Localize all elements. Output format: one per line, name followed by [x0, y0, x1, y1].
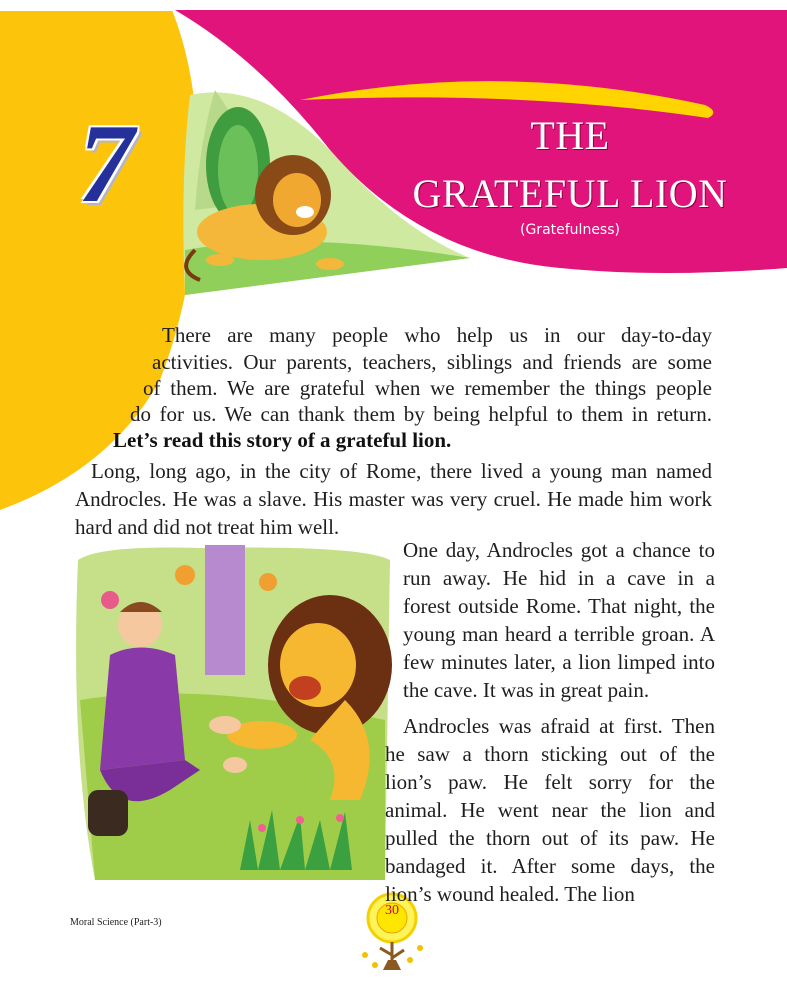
intro-line-4: do for us. We can thank them by being helpful to them in return.	[130, 402, 712, 426]
story-paragraph-2: One day, Androcles got a chance to run away. He hid in a cave in a forest outside Rome. That night, the young man heard a terrible groan. A few minutes later, a lion limped into the cave. It was in great pain.	[403, 538, 715, 702]
chapter-title-line2: GRATEFUL LION	[412, 171, 728, 216]
chapter-number: 7	[78, 102, 134, 226]
chapter-subtitle: (Gratefulness)	[520, 222, 620, 238]
story-paragraph-3: Androcles was afraid at first. Then he saw a thorn sticking out of the lion’s paw. He felt sorry for the animal. He went near the lion and pulled the thorn out of its paw. He bandaged it. After some days, the lion’s wound healed. The lion	[385, 714, 715, 906]
story-paragraph-1: Long, long ago, in the city of Rome, there lived a young man named Androcles. He was a slave. His master was very cruel. He made him work hard and did not treat him well.	[75, 459, 712, 539]
story-right-column	[385, 536, 715, 912]
intro-line-3: of them. We are grateful when we remember the things people	[143, 376, 712, 400]
chapter-title-line1: THE	[530, 113, 610, 158]
book-title-footer: Moral Science (Part-3)	[70, 917, 162, 928]
intro-line-2: activities. Our parents, teachers, siblings and friends are some	[152, 350, 712, 374]
androcles-lion-illustration	[76, 545, 392, 880]
story-heading: Let’s read this story of a grateful lion.	[113, 428, 452, 452]
intro-line-1: There are many people who help us in our day-to-day	[162, 323, 712, 347]
page-number: 30	[385, 903, 399, 918]
